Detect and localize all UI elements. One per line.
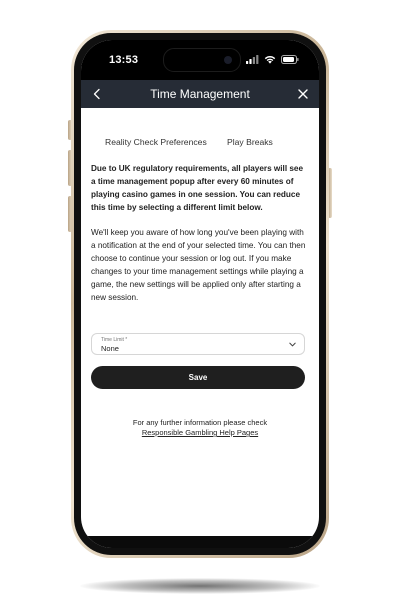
phone-shadow: [80, 578, 320, 594]
header-bar: [81, 80, 319, 108]
status-bar: [81, 40, 319, 80]
tab-play-breaks[interactable]: Play Breaks: [227, 137, 273, 147]
chevron-down-icon: [288, 340, 297, 349]
status-icons: [246, 55, 299, 64]
time-limit-label: Time Limit *: [101, 337, 128, 343]
help-pages-link[interactable]: Responsible Gambling Help Pages: [141, 428, 259, 437]
phone-screen: [81, 40, 319, 548]
phone-bezel: [74, 33, 326, 555]
info-text: For any further information please check: [132, 418, 268, 427]
signal-icon: [246, 55, 259, 64]
time-limit-value: None: [101, 344, 119, 353]
main-content: [91, 162, 307, 304]
dynamic-island: [163, 48, 241, 72]
phone-frame: [71, 30, 329, 558]
bottom-bar: [81, 536, 319, 548]
regulatory-notice: Due to UK regulatory requirements, all players will see a time management popup after every 60 minutes of playing casino games in one session. You can reduce this time by selecting a different limit below.: [91, 164, 304, 212]
save-button[interactable]: Save: [91, 366, 305, 389]
page-title: Time Management: [150, 87, 250, 101]
tab-reality-check-preferences[interactable]: Reality Check Preferences: [105, 137, 207, 147]
status-time: 13:53: [109, 54, 139, 66]
description-text: We'll keep you aware of how long you've been playing with a notification at the end of your selected time. You can then choose to continue your session or log out. If you make changes to your time management settings while playing a game, the new settings will be applied only after starting a new session.: [91, 228, 306, 302]
battery-icon: [281, 55, 299, 64]
info-section: [81, 418, 319, 438]
camera-icon: [224, 56, 232, 64]
close-icon[interactable]: [295, 86, 311, 102]
time-limit-select[interactable]: [91, 333, 305, 355]
wifi-icon: [264, 55, 276, 64]
